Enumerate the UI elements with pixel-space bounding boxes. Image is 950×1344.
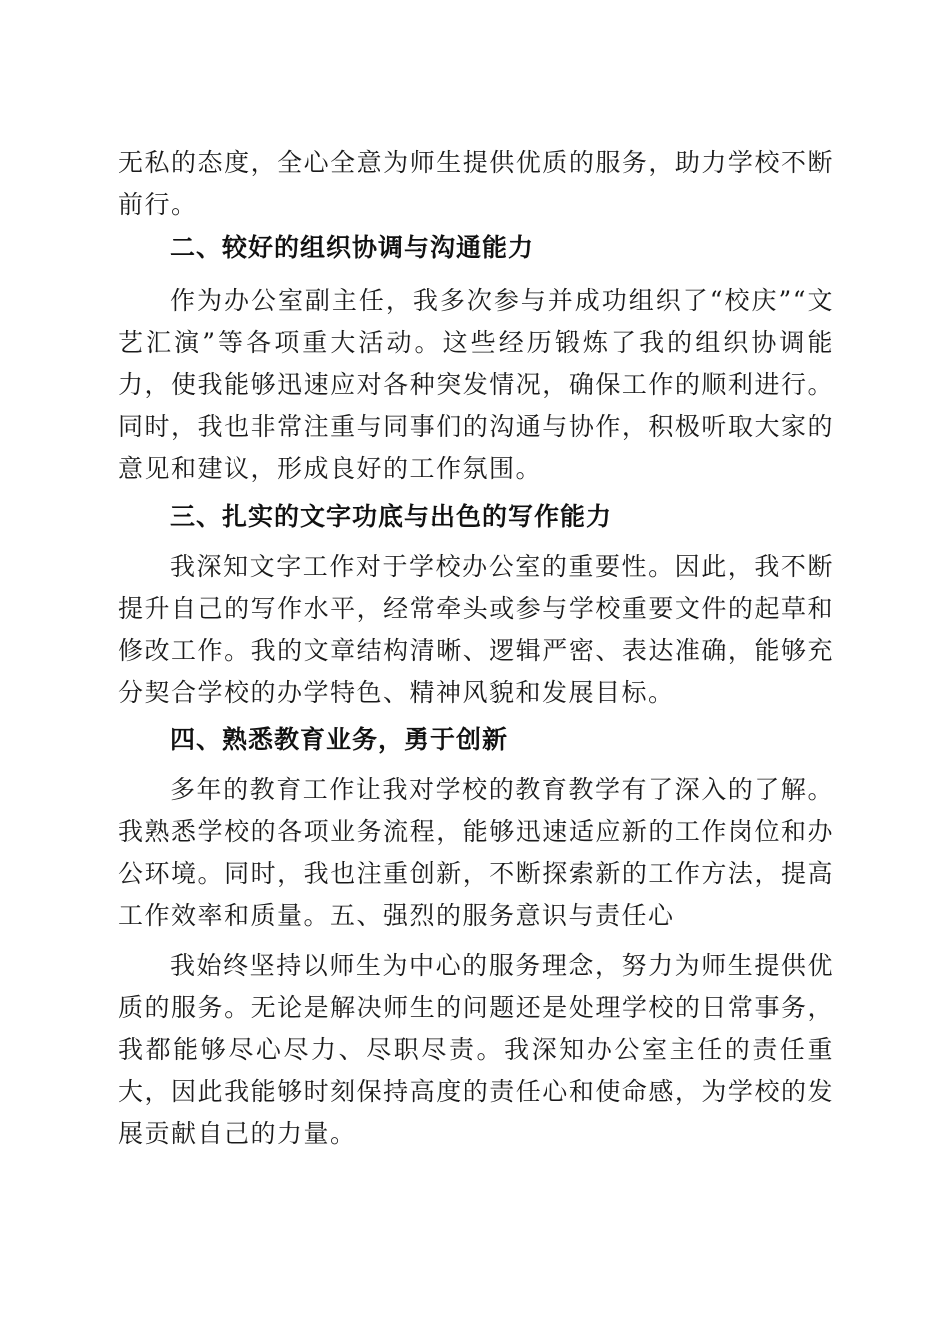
- closing-paragraph: 我始终坚持以师生为中心的服务理念，努力为师生提供优质的服务。无论是解决师生的问题还是处理学校的日常事务，我都能够尽心尽力、尽职尽责。我深知办公室主任的责任重大，因此我能够时刻保持高度的责任心和使命感，为学校的发展贡献自己的力量。: [118, 951, 834, 1148]
- section-heading-writing: 三、扎实的文字功底与出色的写作能力: [170, 502, 613, 531]
- section-body-writing: 我深知文字工作对于学校办公室的重要性。因此，我不断提升自己的写作水平，经常牵头或参与学校重要文件的起草和修改工作。我的文章结构清晰、逻辑严密、表达准确，能够充分契合学校的办学特色、精神风貌和发展目标。: [118, 552, 834, 707]
- section-heading-innovation: 四、熟悉教育业务，勇于创新: [170, 725, 509, 754]
- section-body-organization: 作为办公室副主任，我多次参与并成功组织了“校庆”“文艺汇演”等各项重大活动。这些经历锻炼了我的组织协调能力，使我能够迅速应对各种突发情况，确保工作的顺利进行。同时，我也非常注重与同事们的沟通与协作，积极听取大家的意见和建议，形成良好的工作氛围。: [118, 286, 834, 483]
- section-heading-organization: 二、较好的组织协调与沟通能力: [170, 233, 535, 262]
- continuation-paragraph: 无私的态度，全心全意为师生提供优质的服务，助力学校不断前行。: [118, 148, 834, 219]
- section-body-innovation: 多年的教育工作让我对学校的教育教学有了深入的了解。我熟悉学校的各项业务流程，能够迅速适应新的工作岗位和办公环境。同时，我也注重创新，不断探索新的工作方法，提高工作效率和质量。五、强烈的服务意识与责任心: [118, 775, 834, 930]
